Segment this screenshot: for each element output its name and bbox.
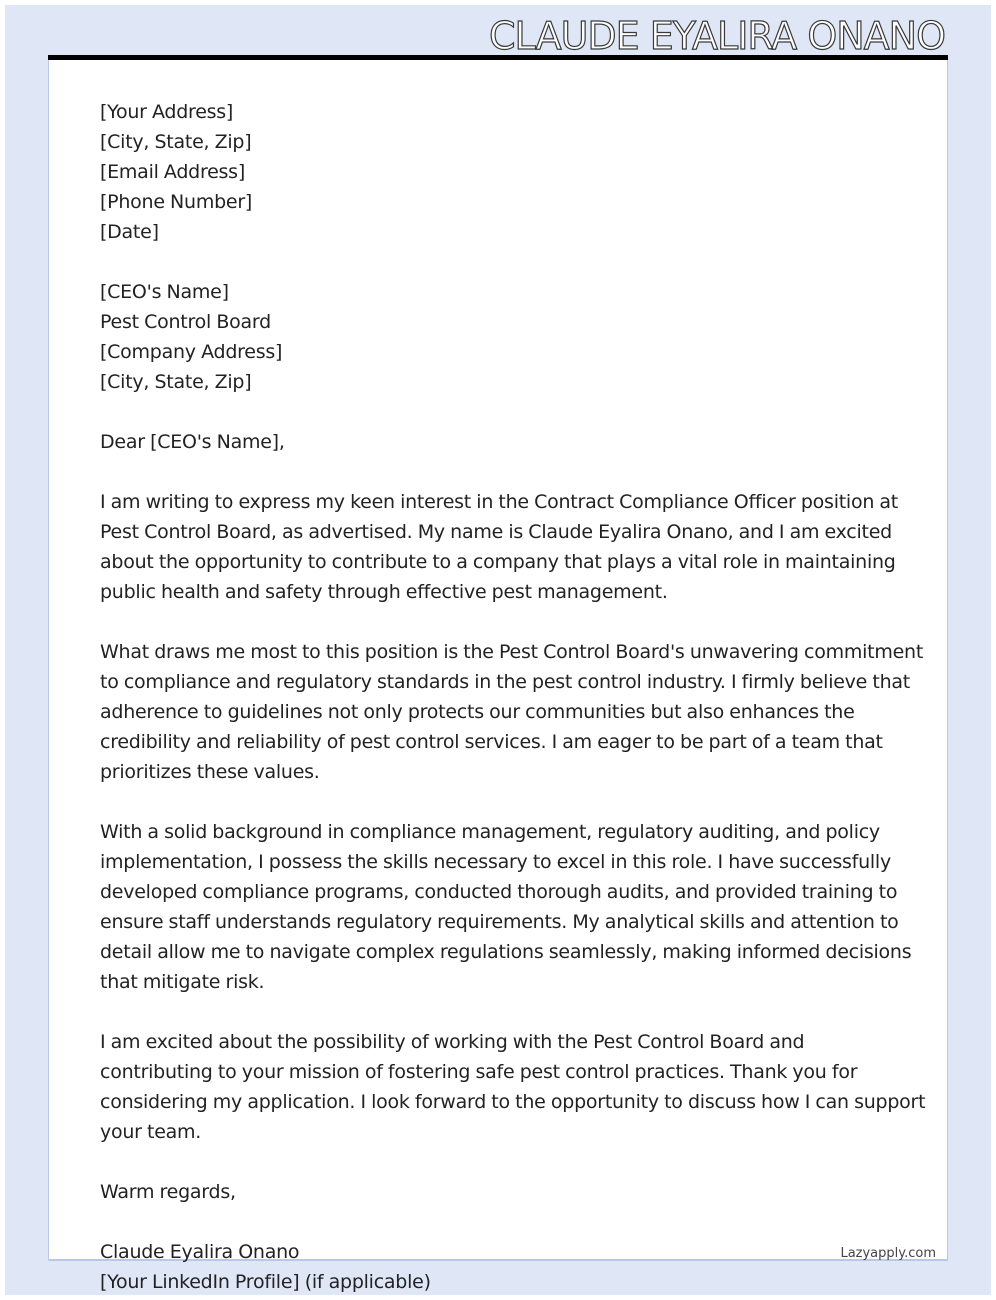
recipient-company: Pest Control Board	[100, 311, 271, 333]
paragraph-line: detail allow me to navigate complex regulations seamlessly, making informed decisions	[100, 941, 912, 963]
closing	[100, 1177, 900, 1207]
sender-block	[100, 97, 900, 247]
paragraph-line: implementation, I possess the skills necessary to excel in this role. I have successfully	[100, 851, 891, 873]
paragraph-line: What draws me most to this position is the Pest Control Board's unwavering commitment	[100, 641, 924, 663]
paragraph-line: prioritizes these values.	[100, 761, 320, 783]
paragraph-line: ensure staff understands regulatory requirements. My analytical skills and attention to	[100, 911, 899, 933]
sender-email: [Email Address]	[100, 161, 245, 183]
sender-city-state-zip: [City, State, Zip]	[100, 131, 252, 153]
paragraph-line: I am writing to express my keen interest in the Contract Compliance Officer position at	[100, 491, 899, 513]
paragraph-line: credibility and reliability of pest control services. I am eager to be part of a team that	[100, 731, 883, 753]
paragraph-2	[100, 637, 924, 787]
closing-text: Warm regards,	[100, 1181, 236, 1203]
paragraph-1	[100, 487, 900, 607]
paragraph-line: contributing to your mission of fostering safe pest control practices. Thank you for	[100, 1061, 858, 1083]
paragraph-line: adherence to guidelines not only protects our communities but also enhances the	[100, 701, 855, 723]
paragraph-line: Pest Control Board, as advertised. My name is Claude Eyalira Onano, and I am excited	[100, 521, 892, 543]
recipient-name: [CEO's Name]	[100, 281, 229, 303]
paragraph-line: to compliance and regulatory standards in the pest control industry. I firmly believe that	[100, 671, 910, 693]
signature-linkedin: [Your LinkedIn Profile] (if applicable)	[100, 1271, 431, 1293]
recipient-block	[100, 277, 900, 397]
signature-block	[100, 1237, 900, 1297]
paragraph-line: your team.	[100, 1121, 202, 1143]
sender-phone: [Phone Number]	[100, 191, 253, 213]
salutation-text: Dear [CEO's Name],	[100, 431, 285, 453]
paragraph-line: considering my application. I look forward to the opportunity to discuss how I can support	[100, 1091, 926, 1113]
letter-date: [Date]	[100, 221, 159, 243]
paragraph-line: that mitigate risk.	[100, 971, 265, 993]
salutation	[100, 427, 900, 457]
paragraph-4	[100, 1027, 926, 1147]
signature-name: Claude Eyalira Onano	[100, 1241, 300, 1263]
footer-brand: Lazyapply.com	[840, 1246, 936, 1261]
applicant-name-title: CLAUDE EYALIRA ONANO	[489, 14, 945, 58]
cover-letter-body	[100, 97, 926, 1297]
paragraph-line: developed compliance programs, conducted thorough audits, and provided training to	[100, 881, 898, 903]
recipient-address: [Company Address]	[100, 341, 283, 363]
paragraph-line: about the opportunity to contribute to a company that plays a vital role in maintaining	[100, 551, 896, 573]
recipient-city-state-zip: [City, State, Zip]	[100, 371, 252, 393]
paragraph-line: I am excited about the possibility of working with the Pest Control Board and	[100, 1031, 805, 1053]
paragraph-line: With a solid background in compliance management, regulatory auditing, and policy	[100, 821, 880, 843]
sender-address: [Your Address]	[100, 101, 234, 123]
paragraph-line: public health and safety through effective pest management.	[100, 581, 668, 603]
paragraph-3	[100, 817, 912, 997]
